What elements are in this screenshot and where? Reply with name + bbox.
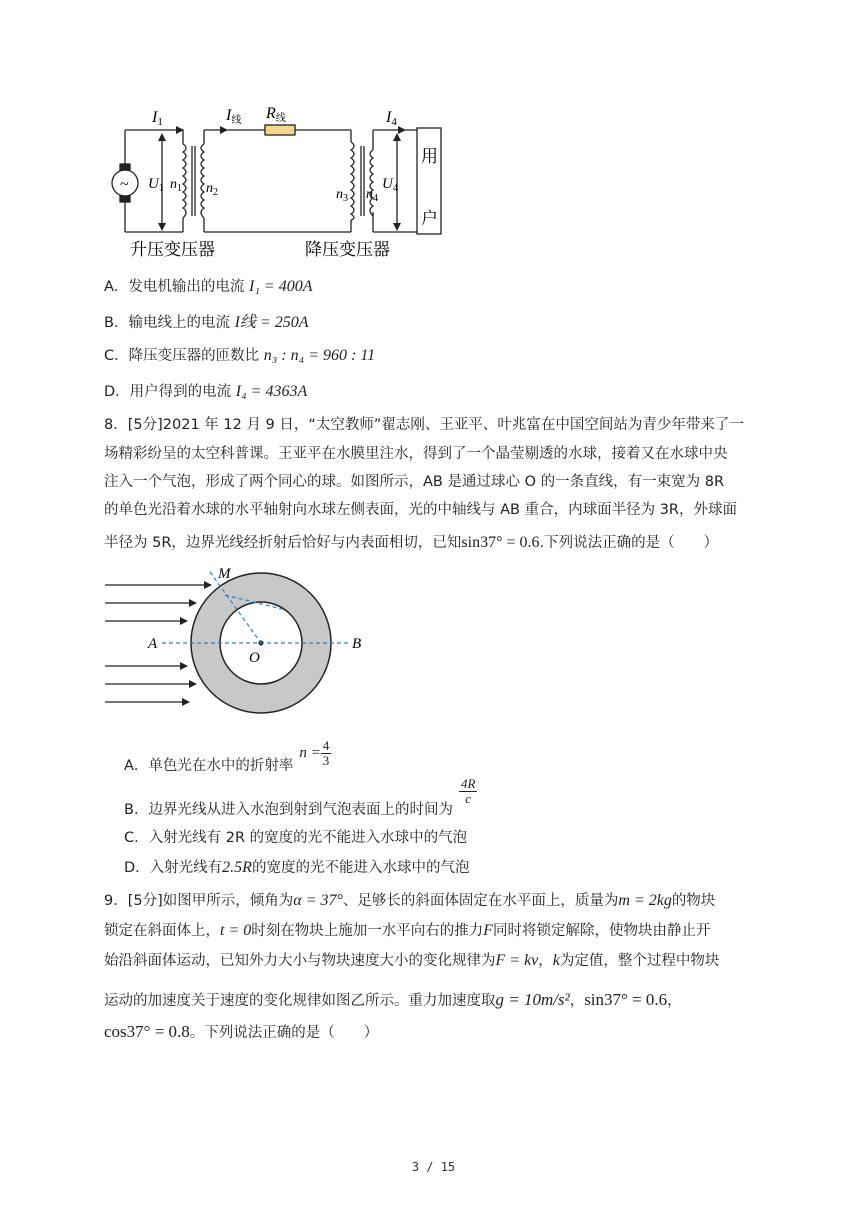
q8-option-c: C．入射光线有 2R 的宽度的光不能进入水球中的气泡 — [124, 830, 468, 846]
label-n2: $n_2$ — [206, 181, 218, 198]
label-step-down: 降压变压器 — [305, 240, 390, 259]
transformer-circuit-diagram — [100, 100, 450, 265]
q7-option-d: D．用户得到的电流 I₄ = 4363A — [104, 383, 308, 400]
label-b: B — [352, 636, 362, 652]
label-n3: $n_3$ — [336, 187, 348, 204]
label-a: A — [148, 636, 158, 652]
q9-line-4: 运动的加速度关于速度的变化规律如图乙所示。重力加速度取g = 10m/s²，sin37° = 0.6， — [104, 990, 682, 1009]
q8-line-1: 8．[5分]2021 年 12 月 9 日，“太空教师”翟志刚、王亚平、叶兆富在中国空间站为青少年带来了一 — [104, 417, 744, 433]
q8-option-b: B．边界光线从进入水泡到射到气泡表面上的时间为 $\frac{4R}{c}$ — [124, 776, 476, 818]
q8-option-a: A．单色光在水中的折射率 n = $\frac{4}{3}$ — [124, 737, 330, 774]
label-i4: I4 — [386, 109, 397, 128]
label-n4: $n_4$ — [366, 187, 378, 204]
label-user-1: 用 — [421, 147, 438, 166]
label-o: O — [249, 650, 260, 666]
q9-line-5: cos37° = 0.8。下列说法正确的是（ ） — [104, 1022, 379, 1041]
water-sphere-figure — [100, 560, 380, 725]
label-n1: $n_1$ — [170, 177, 182, 194]
q9-line-2: 锁定在斜面体上，t = 0时刻在物块上施加一水平向右的推力F同时将锁定解除，使物块由静止开 — [104, 922, 711, 939]
q8-option-d: D．入射光线有2.5R的宽度的光不能进入水球中的气泡 — [124, 859, 470, 876]
label-m: M — [218, 566, 231, 582]
q8-line-5: 半径为 5R，边界光线经折射后恰好与内表面相切，已知sin37° = 0.6.下列说法正确的是（ ） — [104, 534, 719, 551]
q9-line-1: 9．[5分]如图甲所示，倾角为α = 37°、足够长的斜面体固定在水平面上，质量为m = 2kg的物块 — [104, 892, 716, 909]
generator-symbol: ~ — [120, 176, 129, 193]
label-i-line: I线 — [226, 107, 242, 126]
label-u1: $U_1$ — [148, 176, 164, 194]
page-number: 3 / 15 — [411, 1160, 456, 1174]
q7-option-c: C．降压变压器的匝数比 n₃ : n₄ = 960 : 11 — [104, 347, 376, 364]
q8-line-2: 场精彩纷呈的太空科普课。王亚平在水膜里注水，得到了一个晶莹剔透的水球，接着又在水球中央 — [104, 446, 728, 462]
label-i1: I1 — [152, 109, 163, 128]
q7-option-b: B．输电线上的电流 I线 = 250A — [104, 314, 309, 331]
q7-option-a: A．发电机输出的电流 I₁ = 400A — [104, 278, 313, 295]
label-r-line: R线 — [266, 105, 286, 124]
q9-line-3: 始沿斜面体运动，已知外力大小与物块速度大小的变化规律为F = kv，k为定值，整个过程中物块 — [104, 952, 720, 969]
q8-line-4: 的单色光沿着水球的水平轴射向水球左侧表面，光的中轴线与 AB 重合，内球面半径为 3R，外球面 — [104, 502, 737, 518]
label-step-up: 升压变压器 — [130, 240, 215, 259]
label-u4: $U_4$ — [382, 176, 398, 194]
q8-line-3: 注入一个气泡，形成了两个同心的球。如图所示，AB 是通过球心 O 的一条直线，有一束宽为 8R — [104, 474, 725, 490]
label-user-2: 户 — [421, 209, 438, 228]
